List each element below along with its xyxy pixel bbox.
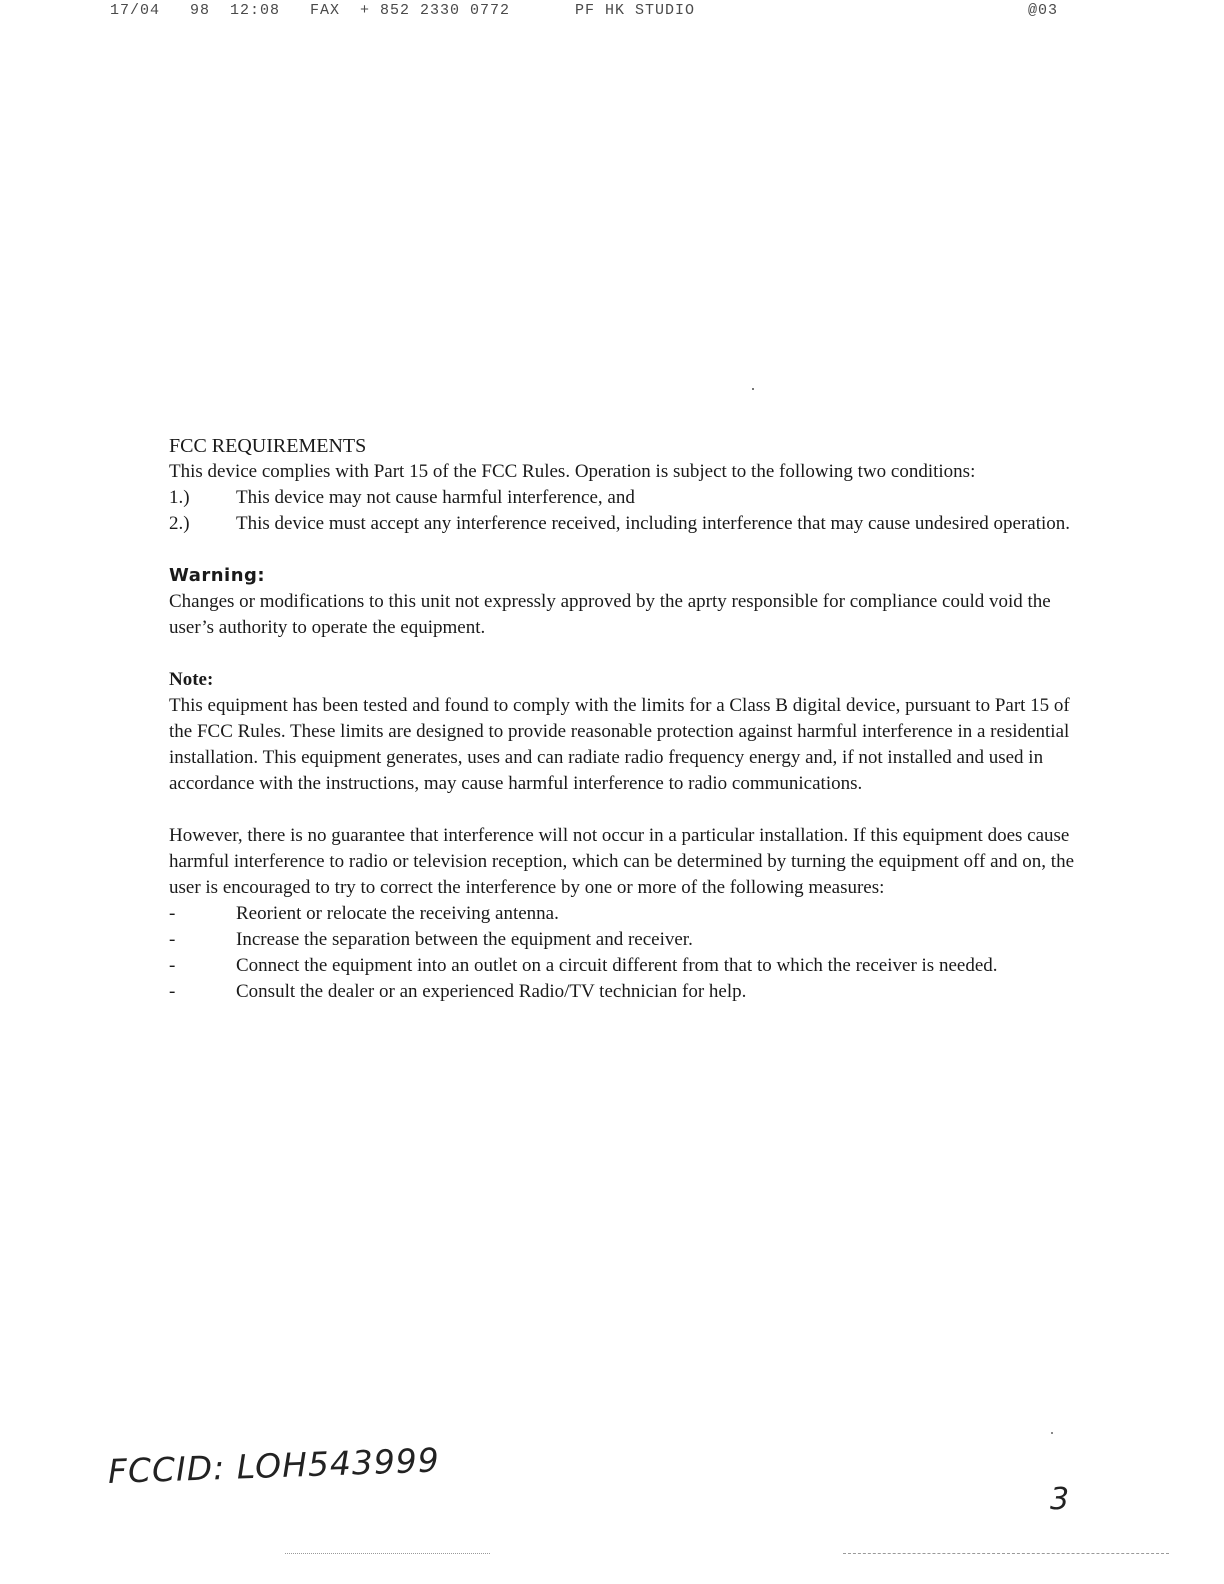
- document-title: FCC REQUIREMENTS: [169, 435, 367, 457]
- measure-text: Increase the separation between the equipment and receiver.: [236, 929, 693, 950]
- fax-header-date-number: 17/04 98 12:08 FAX + 852 2330 0772: [110, 2, 511, 19]
- fax-header-sender: PF HK STUDIO: [575, 2, 696, 19]
- scan-edge-line: [285, 1553, 490, 1554]
- measure-item: [169, 979, 1079, 1005]
- condition-item: [169, 485, 1079, 511]
- document-body: [169, 433, 1079, 1005]
- note-heading: Note:: [169, 669, 214, 690]
- measure-text: Connect the equipment into an outlet on a circuit different from that to which the receiver is needed.: [236, 955, 998, 976]
- measure-item: [169, 901, 1079, 927]
- scan-edge-line: [843, 1553, 1169, 1554]
- intro-paragraph: This device complies with Part 15 of the FCC Rules. Operation is subject to the following two conditions:: [169, 461, 976, 482]
- measure-text: Reorient or relocate the receiving antenna.: [236, 903, 559, 924]
- measure-bullet: -: [169, 903, 176, 924]
- measure-text: Consult the dealer or an experienced Radio/TV technician for help.: [236, 981, 747, 1002]
- measure-bullet: -: [169, 981, 176, 1002]
- fax-header: [0, 2, 1224, 24]
- condition-item: [169, 511, 1079, 537]
- measure-bullet: -: [169, 929, 176, 950]
- measure-bullet: -: [169, 955, 176, 976]
- scan-speck: [1051, 1432, 1053, 1434]
- condition-text: This device may not cause harmful interference, and: [236, 487, 635, 508]
- handwritten-fcc-id: FCCID: LOH543999: [107, 1440, 441, 1491]
- scan-speck: [752, 388, 754, 390]
- condition-number: 1.): [169, 487, 190, 508]
- note-paragraph: This equipment has been tested and found to comply with the limits for a Class B digital device, pursuant to Part 15 of the FCC Rules. These limits are designed to provide reasonable protection against harmful interference in a residential installation. This equipment generates, uses and can radiate radio frequency energy and, if not installed and used in accordance with the instructions, may cause harmful interference to radio communications.: [169, 695, 1070, 794]
- handwritten-page-number: 3: [1050, 1482, 1070, 1517]
- warning-paragraph: Changes or modifications to this unit not expressly approved by the aprty responsible for compliance could void the user’s authority to operate the equipment.: [169, 591, 1051, 638]
- measure-item: [169, 953, 1079, 979]
- however-paragraph: However, there is no guarantee that interference will not occur in a particular installation. If this equipment does cause harmful interference to radio or television reception, which can be determined by turning the equipment off and on, the user is encouraged to try to correct the interference by one or more of the following measures:: [169, 825, 1075, 898]
- warning-heading: Warning:: [169, 565, 266, 586]
- measure-item: [169, 927, 1079, 953]
- fax-header-page: @03: [1028, 2, 1059, 19]
- condition-number: 2.): [169, 513, 190, 534]
- condition-text: This device must accept any interference received, including interference that may cause undesired operation.: [236, 513, 1071, 534]
